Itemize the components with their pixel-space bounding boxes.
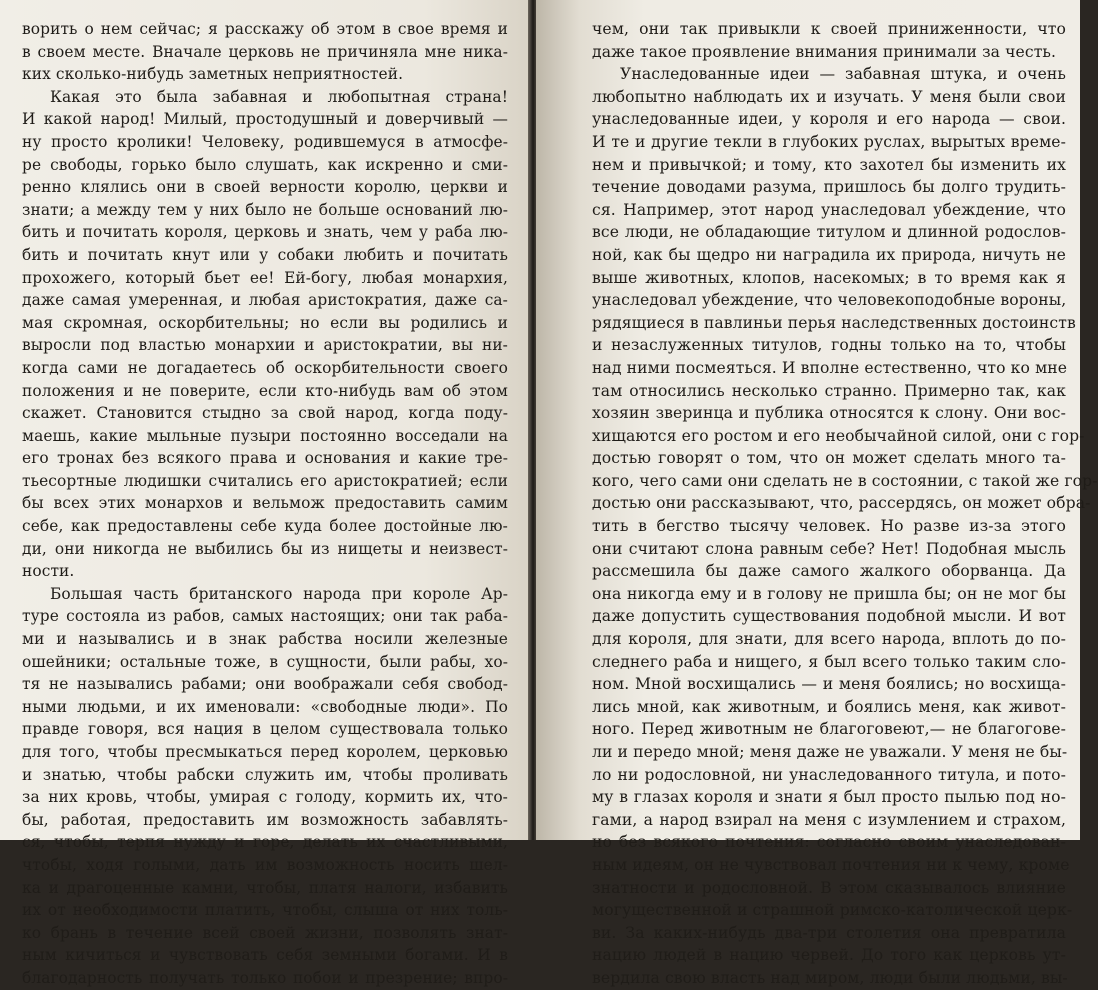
text-line: следнего раба и нищего, я был всего только таким сло- <box>592 652 1066 671</box>
text-line: его тронах без всякого права и основания и какие тре- <box>22 449 508 468</box>
text-line: вердила свою власть над миром, люди были людьми, вы- <box>592 968 1068 987</box>
text-line: ренно клялись они в своей верности королю, церкви и <box>22 178 508 197</box>
text-line: маешь, какие мыльные пузыри постоянно восседали на <box>22 426 508 445</box>
text-line: ошейники; остальные тоже, в сущности, были рабы, хо- <box>22 652 508 671</box>
text-line: ным кичиться и чувствовать себя земными богами. И в <box>22 946 508 965</box>
text-line: там относились несколько странно. Примерно так, как <box>592 381 1066 400</box>
text-line: ло ни родословной, ни унаследованного титула, и пото- <box>592 765 1066 784</box>
text-line: И те и другие текли в глубоких руслах, вырытых време- <box>592 132 1066 151</box>
text-line: чтобы, ходя голыми, дать им возможность носить шел- <box>22 855 508 874</box>
text-line: бы, работая, предоставить им возможность забавлять- <box>22 810 508 829</box>
text-line: даже такое проявление внимания принимали за честь. <box>592 42 1057 61</box>
text-line: для того, чтобы пресмыкаться перед королем, церковью <box>22 743 508 761</box>
text-line: они считают слона равным себе? Нет! Подобная мысль <box>592 539 1066 558</box>
text-line: бить и почитать кнут или у собаки любить и почитать <box>22 245 508 264</box>
text-line: чем, они так привыкли к своей приниженности, что <box>592 20 1066 38</box>
text-line: ко брань в течение всей своей жизни, позволять знат- <box>22 923 508 942</box>
text-line: благодарность получать только побои и презрение; впро- <box>22 968 508 987</box>
text-line: себе, как предоставлены себе куда более достойные лю- <box>22 517 508 536</box>
text-line: даже самая умеренная, и любая аристократия, даже са- <box>22 291 508 310</box>
text-line: бы всех этих монархов и вельмож предоставить самим <box>22 494 508 513</box>
text-line: даже допустить существования подобной мысли. И вот <box>592 607 1066 626</box>
text-line: она никогда ему и в голову не пришла бы; он не мог бы <box>592 584 1066 603</box>
text-line: ном. Мной восхищались — и меня боялись; но восхища- <box>592 675 1066 694</box>
text-line: все люди, не обладающие титулом и длинной родослов- <box>592 223 1066 242</box>
text-line: И какой народ! Милый, простодушный и доверчивый — <box>22 110 508 129</box>
text-line: му в глазах короля и знати я был просто пылью под но- <box>592 788 1066 807</box>
left-page <box>0 0 530 987</box>
text-line: достью они рассказывают, что, рассердясь, он может обра- <box>592 494 1091 513</box>
text-line: унаследованные идеи, у короля и его народа — свои. <box>592 110 1066 129</box>
text-line: ности. <box>22 562 75 581</box>
text-line: правде говоря, вся нация в целом существовала только <box>22 720 508 739</box>
text-line: ного. Перед животным не благоговеют,— не благогове- <box>592 720 1066 739</box>
right-page <box>536 0 1098 987</box>
text-line: но без всякого почтения: согласно своим унаследован- <box>592 833 1066 852</box>
text-line: хозяин зверинца и публика относятся к слону. Они вос- <box>592 404 1066 423</box>
text-line: достью говорят о том, что он может сделать много та- <box>592 449 1066 468</box>
text-line: ными людьми, и их именовали: «свободные люди». По <box>22 697 508 716</box>
text-line: скажет. Становится стыдно за свой народ, когда поду- <box>22 404 508 423</box>
text-line: унаследовал убеждение, что человекоподобные вороны, <box>592 291 1067 310</box>
text-line: тьесортные людишки считались его аристократией; если <box>22 471 508 490</box>
text-line: гами, а народ взирал на меня с изумлением и страхом, <box>592 810 1066 829</box>
text-line: над ними посмеяться. И вполне естественно, что ко мне <box>592 358 1068 377</box>
text-line: Какая это была забавная и любопытная страна! <box>50 87 508 106</box>
text-line: ди, они никогда не выбились бы из нищеты и неизвест- <box>22 539 508 558</box>
text-line: знати; а между тем у них было не больше оснований лю- <box>22 200 508 219</box>
text-line: рядящиеся в павлиньи перья наследственных достоинств <box>592 313 1076 332</box>
text-line: ся. Например, этот народ унаследовал убеждение, что <box>592 200 1066 219</box>
text-line: рассмешила бы даже самого жалкого оборванца. Да <box>592 562 1066 581</box>
text-line: ли и передо мной; меня даже не уважали. У меня не бы- <box>592 743 1068 761</box>
text-line: знатности и родословной. В этом сказывалось влияние <box>592 878 1066 897</box>
text-line: ви. За каких-нибудь два-три столетия она превратила <box>592 923 1066 942</box>
text-line: выросли под властью монархии и аристократии, вы ни- <box>22 336 508 355</box>
text-line: ка и драгоценные камни, чтобы, платя налоги, избавить <box>22 878 508 897</box>
text-line: кого, чего сами они сделать не в состоянии, с такой же гор- <box>592 471 1098 490</box>
text-line: мая скромная, оскорбительны; но если вы родились и <box>22 313 508 332</box>
text-line: нацию людей в нацию червей. До того как церковь ут- <box>592 946 1066 965</box>
text-line: ворить о нем сейчас; я расскажу об этом в свое время и <box>22 20 508 38</box>
text-line: лись мной, как животным, и боялись меня, как живот- <box>592 697 1066 716</box>
text-line: когда сами не догадаетесь об оскорбительности своего <box>22 358 508 377</box>
text-line: течение доводами разума, пришлось бы долго трудить- <box>592 178 1066 197</box>
text-line: ной, как бы щедро ни наградила их природа, ничуть не <box>592 245 1066 264</box>
text-line: бить и почитать короля, церковь и знать, чем у раба лю- <box>22 223 508 242</box>
text-line: нем и привычкой; и тому, кто захотел бы изменить их <box>592 155 1066 174</box>
text-line: туре состояла из рабов, самых настоящих; они так раба- <box>22 607 508 626</box>
text-line: ких сколько-нибудь заметных неприятностей. <box>22 65 404 84</box>
text-line: хищаются его ростом и его необычайной силой, они с гор- <box>592 426 1085 445</box>
text-line: положения и не поверите, если кто-нибудь вам об этом <box>22 381 508 400</box>
text-line: тя не назывались рабами; они воображали себя свобод- <box>22 675 508 694</box>
text-line: и знатью, чтобы рабски служить им, чтобы проливать <box>22 765 508 784</box>
text-line: Большая часть британского народа при короле Ар- <box>50 584 508 603</box>
text-line: выше животных, клопов, насекомых; в то время как я <box>592 268 1066 287</box>
text-line: для короля, для знати, для всего народа, вплоть до по- <box>592 630 1066 649</box>
text-line: ся, чтобы, терпя нужду и горе, делать их счастливыми, <box>22 833 508 852</box>
text-line: и незаслуженных титулов, годны только на то, чтобы <box>592 336 1066 355</box>
text-line: могущественной и страшной римско-католической церк- <box>592 901 1073 920</box>
text-line: в своем месте. Вначале церковь не причиняла мне ника- <box>22 42 508 61</box>
text-line: прохожего, который бьет ее! Ей-богу, любая монархия, <box>22 268 508 287</box>
text-line: ре свободы, горько было слушать, как искренно и сми- <box>22 155 508 174</box>
text-line: ну просто кролики! Человеку, родившемуся в атмосфе- <box>22 132 508 151</box>
text-line: ным идеям, он не чувствовал почтения ни к чему, кроме <box>592 855 1070 874</box>
text-line: за них кровь, чтобы, умирая с голоду, кормить их, что- <box>22 788 508 807</box>
text-line: их от необходимости платить, чтобы, слыша от них толь- <box>22 901 508 920</box>
text-line: Унаследованные идеи — забавная штука, и очень <box>620 65 1066 84</box>
text-line: любопытно наблюдать их и изучать. У меня были свои <box>592 87 1066 106</box>
text-line: ми и назывались и в знак рабства носили железные <box>22 630 508 649</box>
text-line: тить в бегство тысячу человек. Но разве из-за этого <box>592 517 1066 536</box>
